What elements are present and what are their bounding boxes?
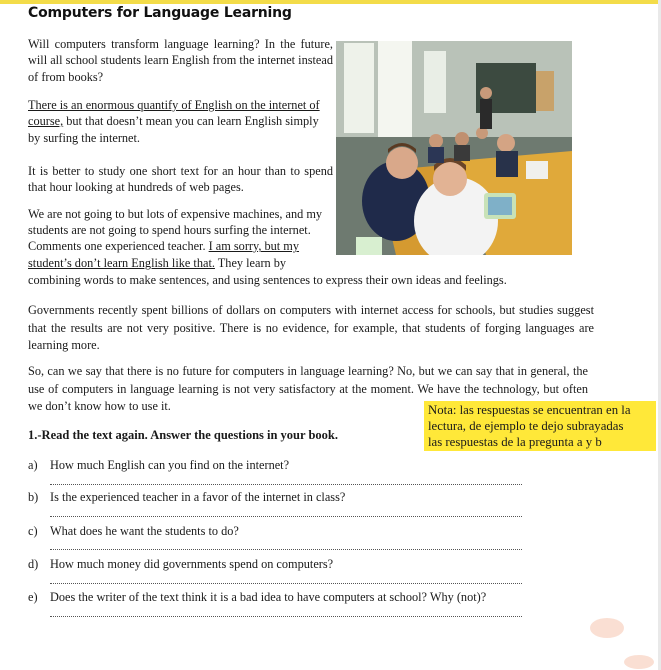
note-line-3: las respuestas de la pregunta a y b — [428, 435, 602, 449]
answer-line-a[interactable] — [50, 483, 522, 485]
decorative-blob — [624, 655, 654, 669]
note-line-2: lectura, de ejemplo te dejo subrayadas — [428, 419, 624, 433]
answer-line-e[interactable] — [50, 615, 522, 617]
question-text: How much money did governments spend on computers? — [50, 557, 334, 571]
paragraph-2-line-1: There is an enormous quantify of English on the internet of — [28, 98, 320, 112]
paragraph-4-line-5: combining words to make sentences, and using sentences to express their own ideas and feelings. — [28, 273, 507, 287]
question-letter: b) — [28, 490, 39, 504]
answer-line-c[interactable] — [50, 548, 522, 550]
paragraph-5: Governments recently spent billions of dollars on computers with internet access for schools, but studies suggest that the results are not very positive. There is no evidence, for example, that students of forging languages are learning more. — [28, 303, 594, 352]
question-text: Is the experienced teacher in a favor of the internet in class? — [50, 490, 346, 504]
classroom-laptops-photo — [336, 41, 572, 255]
paragraph-4-line-4 — [28, 255, 286, 271]
answer-line-b[interactable] — [50, 515, 522, 517]
paragraph-1: Will computers transform language learning? In the future, will all school students learn English from the internet instead of from books? — [28, 37, 333, 84]
note-line-1: Nota: las respuestas se encuentran en la — [428, 403, 631, 417]
paragraph-4-line-3 — [28, 238, 299, 254]
top-highlight-bar — [0, 0, 661, 4]
paragraph-4-line-3-plain: Comments one experienced teacher. — [28, 239, 209, 253]
question-c — [28, 524, 239, 539]
question-letter: c) — [28, 524, 38, 538]
decorative-blob — [590, 618, 624, 638]
question-text: Does the writer of the text think it is a bad idea to have computers at school? Why (not)? — [50, 590, 487, 604]
question-text: How much English can you find on the internet? — [50, 458, 290, 472]
question-a — [28, 458, 289, 473]
question-letter: d) — [28, 557, 39, 571]
exercise-heading: 1.-Read the text again. Answer the questions in your book. — [28, 428, 338, 442]
page-title: Computers for Language Learning — [28, 5, 292, 21]
underlined-answer-a: course, — [28, 114, 64, 128]
question-e — [28, 590, 486, 605]
question-d — [28, 557, 333, 572]
teacher-note — [424, 401, 656, 451]
underlined-answer-b-part1: I am sorry, but my — [208, 239, 300, 253]
paragraph-4-line-2: students are not going to spend hours surfing the internet. — [28, 223, 311, 237]
question-b — [28, 490, 345, 505]
paragraph-2-line-2-rest: but that doesn’t mean you can learn English simply — [63, 114, 319, 128]
paragraph-6: So, can we say that there is no future for computers in language learning? No, but we can say that in general, the use of computers in language learning is not very satisfactory at the moment. We have the technology, but often we don’t know how to use it. — [28, 364, 588, 413]
answer-line-d[interactable] — [50, 582, 522, 584]
question-letter: a) — [28, 458, 38, 472]
paragraph-2-line-2 — [28, 113, 319, 129]
paragraph-2-line-3: by surfing the internet. — [28, 131, 141, 145]
paragraph-4-line-4-rest: They learn by — [214, 256, 287, 270]
question-letter: e) — [28, 590, 38, 604]
underlined-answer-b-part2: student’s don’t learn English like that. — [28, 256, 215, 270]
paragraph-3: It is better to study one short text for an hour than to spend that hour looking at hundreds of web pages. — [28, 164, 333, 195]
question-text: What does he want the students to do? — [50, 524, 239, 538]
paragraph-4-line-1: We are not going to but lots of expensive machines, and my — [28, 207, 323, 221]
